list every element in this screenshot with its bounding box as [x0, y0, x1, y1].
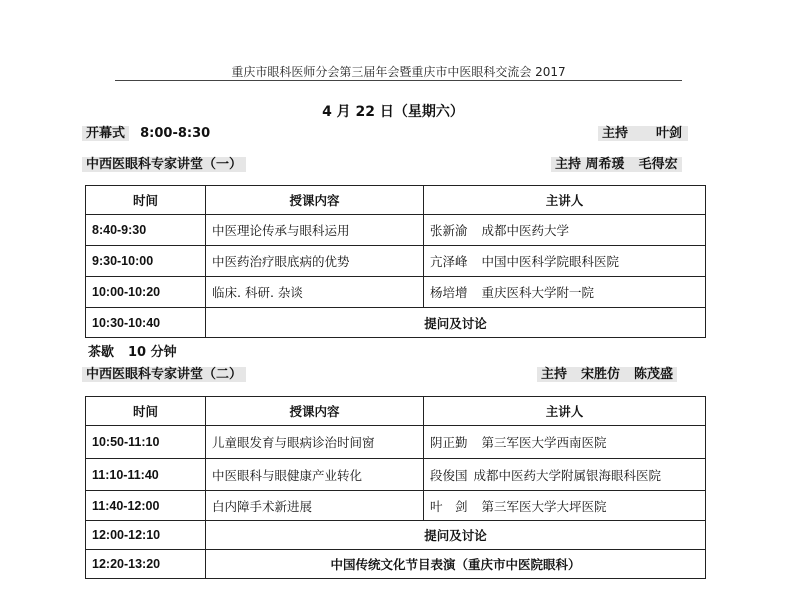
speaker-name: 亢泽峰: [430, 254, 468, 269]
speaker-name: 叶 剑: [430, 498, 468, 514]
speaker-affiliation: 第三军医大学大坪医院: [481, 498, 607, 514]
table-row: [86, 459, 706, 491]
speaker-affiliation: 第三军医大学西南医院: [481, 435, 607, 450]
session1-host-2: 毛得宏: [638, 157, 678, 172]
performance-row: [86, 550, 706, 579]
table-row: [86, 246, 706, 277]
column-header-speaker: 主讲人: [424, 186, 706, 215]
speaker-name: 杨培增: [430, 285, 468, 300]
column-header-time: 时间: [86, 397, 206, 426]
row-time: 8:40-9:30: [86, 215, 206, 246]
row-speaker: [424, 277, 706, 308]
table-row: [86, 426, 706, 459]
row-topic: 中医药治疗眼底病的优势: [206, 246, 424, 277]
row-speaker: [424, 246, 706, 277]
column-header-speaker: 主讲人: [424, 397, 706, 426]
speaker-name: 阴正勤: [430, 435, 468, 450]
row-time: 10:00-10:20: [86, 277, 206, 308]
speaker-name: 段俊国: [430, 467, 468, 483]
opening-time: 8:00-8:30: [140, 126, 211, 141]
speaker-affiliation: 重庆医科大学附一院: [481, 285, 595, 300]
speaker-affiliation: 中国中医科学院眼科医院: [481, 254, 620, 269]
session2-table: [85, 396, 706, 579]
opening-host-name: 叶剑: [656, 126, 683, 141]
row-time: 10:50-11:10: [86, 426, 206, 459]
session2-host-label: 主持: [541, 367, 568, 382]
discussion-label: 提问及讨论: [206, 308, 706, 338]
column-header-topic: 授课内容: [206, 186, 424, 215]
table-row: [86, 215, 706, 246]
column-header-topic: 授课内容: [206, 397, 424, 426]
table-header-row: [86, 397, 706, 426]
opening-host: [598, 122, 688, 144]
row-speaker: [424, 426, 706, 459]
row-speaker: [424, 491, 706, 521]
row-speaker: [424, 459, 706, 491]
row-topic: 儿童眼发育与眼病诊治时间窗: [206, 426, 424, 459]
table-row: [86, 491, 706, 521]
speaker-affiliation: 成都中医药大学: [481, 223, 570, 238]
tea-break: [88, 341, 177, 360]
performance-label: 中国传统文化节目表演（重庆市中医院眼科）: [206, 550, 706, 579]
session1-hosts: [551, 153, 682, 175]
session1-host-1: 周希瑗: [585, 157, 625, 172]
session1-host-label: 主持: [555, 157, 582, 172]
row-time: 10:30-10:40: [86, 308, 206, 338]
speaker-affiliation: 成都中医药大学附属银海眼科医院: [473, 467, 662, 483]
discussion-label: 提问及讨论: [206, 521, 706, 550]
row-topic: 中医理论传承与眼科运用: [206, 215, 424, 246]
row-topic: 白内障手术新进展: [206, 491, 424, 521]
row-topic: 中医眼科与眼健康产业转化: [206, 459, 424, 491]
speaker-name: 张新渝: [430, 223, 468, 238]
date-heading: 4 月 22 日（星期六）: [322, 104, 464, 120]
session1-table: [85, 185, 706, 338]
session2-title-wrap: [82, 363, 246, 385]
session1-title-wrap: [82, 153, 246, 175]
row-time: 12:00-12:10: [86, 521, 206, 550]
tea-break-duration: 10 分钟: [128, 345, 177, 360]
header-divider: [115, 80, 682, 81]
row-time: 12:20-13:20: [86, 550, 206, 579]
discussion-row: [86, 521, 706, 550]
discussion-row: [86, 308, 706, 338]
document-header-title: 重庆市眼科医师分会第三届年会暨重庆市中医眼科交流会 2017: [231, 65, 566, 79]
session2-host-2: 陈茂盛: [634, 367, 674, 382]
tea-break-label: 茶歇: [88, 345, 115, 360]
row-topic: 临床. 科研. 杂谈: [206, 277, 424, 308]
row-speaker: [424, 215, 706, 246]
session2-host-1: 宋胜仿: [581, 367, 621, 382]
row-time: 11:10-11:40: [86, 459, 206, 491]
opening-label: 开幕式: [82, 126, 129, 141]
row-time: 11:40-12:00: [86, 491, 206, 521]
table-row: [86, 277, 706, 308]
session2-title: 中西医眼科专家讲堂（二）: [82, 367, 246, 382]
opening-host-label: 主持: [602, 126, 629, 141]
opening-row: [82, 122, 210, 144]
session2-hosts: [537, 363, 677, 385]
session1-title: 中西医眼科专家讲堂（一）: [82, 157, 246, 172]
row-time: 9:30-10:00: [86, 246, 206, 277]
table-header-row: [86, 186, 706, 215]
column-header-time: 时间: [86, 186, 206, 215]
